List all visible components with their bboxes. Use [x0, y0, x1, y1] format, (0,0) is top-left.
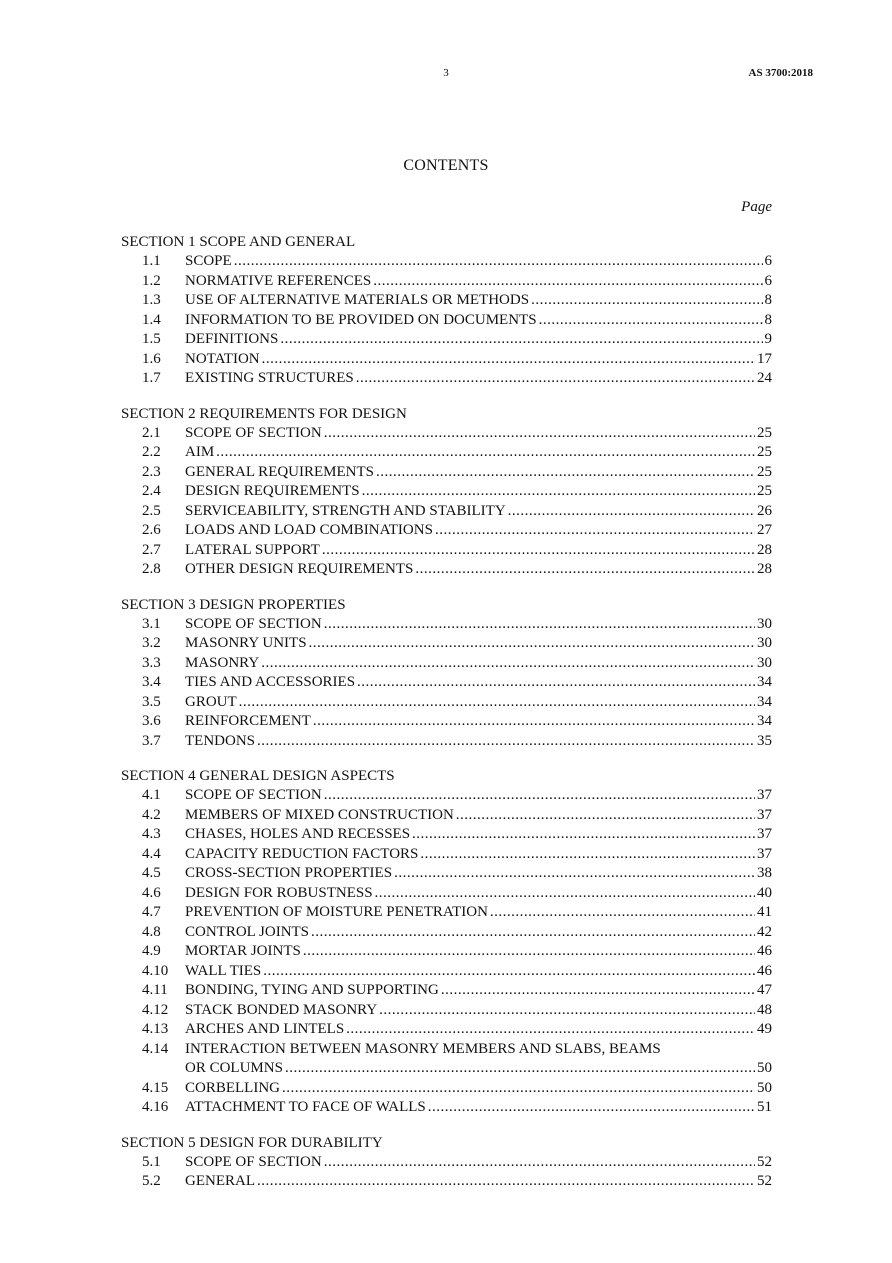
page-ref: 50 — [757, 1079, 772, 1096]
clause-number: 4.6 — [142, 884, 161, 901]
clause-number: 4.3 — [142, 826, 161, 842]
clause-number: 4.12 — [142, 1001, 169, 1018]
toc-entry[interactable] — [121, 521, 772, 541]
dot-leader — [313, 712, 755, 732]
dot-leader — [324, 615, 755, 635]
page-ref: 30 — [757, 635, 772, 651]
page-ref: 25 — [757, 444, 772, 460]
clause-number: 4.5 — [142, 865, 161, 881]
dot-leader — [309, 634, 755, 654]
clause-number: 3.3 — [142, 654, 161, 671]
toc-entry[interactable] — [121, 311, 772, 331]
dot-leader — [508, 502, 755, 522]
clause-number: 4.4 — [142, 845, 161, 862]
page-ref: 30 — [757, 654, 772, 671]
dot-leader — [376, 463, 755, 483]
toc-entry[interactable] — [121, 1001, 772, 1021]
page-ref: 17 — [757, 350, 772, 367]
toc-entry[interactable] — [121, 962, 772, 982]
clause-title: GROUT — [185, 693, 237, 710]
clause-title: AIM — [185, 444, 215, 460]
page-ref: 41 — [757, 904, 772, 920]
dot-leader — [216, 443, 755, 463]
page-ref: 28 — [757, 541, 772, 558]
clause-title: OTHER DESIGN REQUIREMENTS — [185, 561, 414, 577]
dot-leader — [239, 693, 755, 713]
clause-number: 1.2 — [142, 272, 161, 289]
toc-entry[interactable] — [121, 369, 772, 389]
clause-title: INFORMATION TO BE PROVIDED ON DOCUMENTS — [185, 311, 537, 328]
clause-number: 4.15 — [142, 1079, 169, 1096]
dot-leader — [420, 845, 755, 865]
dot-leader — [362, 482, 755, 502]
toc-entry[interactable] — [121, 541, 772, 561]
clause-number: 4.1 — [142, 787, 161, 803]
dot-leader — [257, 732, 755, 752]
toc-entry[interactable] — [121, 1098, 772, 1118]
clause-title: MASONRY — [185, 654, 260, 671]
clause-title: SCOPE — [185, 253, 232, 269]
clause-title: TENDONS — [185, 732, 255, 749]
page-ref: 24 — [757, 370, 772, 386]
page-ref: 50 — [757, 1060, 772, 1076]
toc-entry[interactable] — [121, 1020, 772, 1040]
clause-title: MASONRY UNITS — [185, 635, 307, 651]
clause-title: CAPACITY REDUCTION FACTORS — [185, 845, 419, 862]
dot-leader — [234, 252, 763, 272]
page-ref: 34 — [757, 674, 772, 690]
section-heading[interactable]: SECTION 1 SCOPE AND GENERAL — [121, 234, 356, 250]
dot-leader — [280, 330, 762, 350]
page-ref: 28 — [757, 561, 772, 577]
toc-entry[interactable] — [121, 443, 772, 463]
dot-leader — [356, 369, 755, 389]
clause-number: 4.10 — [142, 962, 169, 979]
toc-entry[interactable] — [121, 654, 772, 674]
clause-title: LOADS AND LOAD COMBINATIONS — [185, 522, 433, 538]
page-ref: 34 — [757, 713, 772, 729]
dot-leader — [415, 560, 755, 580]
clause-title: LATERAL SUPPORT — [185, 541, 320, 558]
toc-entry[interactable] — [121, 693, 772, 713]
dot-leader — [257, 1172, 755, 1192]
page-ref: 38 — [757, 865, 772, 881]
clause-title: DESIGN REQUIREMENTS — [185, 483, 360, 499]
page-ref: 35 — [757, 732, 772, 749]
clause-number: 3.2 — [142, 635, 161, 651]
clause-number: 4.9 — [142, 943, 161, 959]
section-heading[interactable]: SECTION 4 GENERAL DESIGN ASPECTS — [121, 768, 395, 784]
clause-title: SCOPE OF SECTION — [185, 424, 322, 441]
toc-entry[interactable] — [121, 1040, 772, 1079]
dot-leader — [531, 291, 762, 311]
standard-id: AS 3700:2018 — [748, 67, 813, 79]
page-ref: 46 — [757, 962, 772, 979]
clause-title: SCOPE OF SECTION — [185, 787, 322, 803]
clause-number: 2.8 — [142, 561, 161, 577]
dot-leader — [324, 424, 755, 444]
section-heading[interactable]: SECTION 3 DESIGN PROPERTIES — [121, 596, 346, 613]
toc-entry[interactable] — [121, 252, 772, 272]
clause-title: DEFINITIONS — [185, 331, 279, 347]
page-ref: 46 — [757, 943, 772, 959]
dot-leader — [357, 673, 755, 693]
clause-title: MORTAR JOINTS — [185, 943, 301, 959]
page-ref: 52 — [757, 1153, 772, 1170]
toc-entry[interactable] — [121, 786, 772, 806]
dot-leader — [375, 884, 755, 904]
page-ref: 42 — [757, 923, 772, 940]
clause-number: 4.11 — [142, 982, 168, 998]
toc-entry[interactable] — [121, 845, 772, 865]
toc-entry[interactable] — [121, 272, 772, 292]
page-ref: 37 — [757, 826, 772, 842]
toc-entry[interactable] — [121, 634, 772, 654]
page-ref: 37 — [757, 787, 772, 803]
page-ref: 6 — [764, 253, 772, 269]
clause-number: 5.1 — [142, 1153, 161, 1170]
toc-entry[interactable] — [121, 1153, 772, 1173]
clause-title: DESIGN FOR ROBUSTNESS — [185, 884, 373, 901]
dot-leader — [324, 1153, 755, 1173]
dot-leader — [303, 942, 755, 962]
clause-title-continued: OR COLUMNS — [185, 1060, 283, 1076]
clause-title: BONDING, TYING AND SUPPORTING — [185, 982, 439, 998]
clause-number: 3.4 — [142, 674, 161, 690]
clause-title: GENERAL — [185, 1173, 255, 1189]
clause-number: 1.5 — [142, 331, 161, 347]
page-ref: 37 — [757, 806, 772, 823]
clause-title: WALL TIES — [185, 962, 262, 979]
clause-title: REINFORCEMENT — [185, 713, 311, 729]
toc-entry[interactable] — [121, 291, 772, 311]
page-ref: 30 — [757, 615, 772, 632]
dot-leader — [539, 311, 763, 331]
clause-title: ARCHES AND LINTELS — [185, 1021, 345, 1037]
toc-section — [121, 232, 772, 389]
dot-leader — [428, 1098, 755, 1118]
toc-entry[interactable] — [121, 482, 772, 502]
dot-leader — [394, 864, 755, 884]
clause-title: CROSS-SECTION PROPERTIES — [185, 865, 393, 881]
clause-title: GENERAL REQUIREMENTS — [185, 463, 375, 480]
page-ref: 26 — [757, 502, 772, 519]
toc-entry[interactable] — [121, 712, 772, 732]
page-ref: 9 — [764, 331, 772, 347]
toc-entry[interactable] — [121, 463, 772, 483]
page-ref: 40 — [757, 884, 772, 901]
page-column-heading: Page — [741, 199, 772, 215]
dot-leader — [322, 541, 755, 561]
clause-title: INTERACTION BETWEEN MASONRY MEMBERS AND SLABS, BEAMS — [185, 1040, 661, 1057]
page-ref: 8 — [764, 292, 772, 308]
contents-title: CONTENTS — [403, 157, 489, 174]
toc-entry[interactable] — [121, 424, 772, 444]
clause-title: ATTACHMENT TO FACE OF WALLS — [185, 1099, 426, 1115]
clause-number: 4.8 — [142, 923, 161, 940]
section-heading[interactable]: SECTION 5 DESIGN FOR DURABILITY — [121, 1134, 383, 1151]
page-ref: 47 — [757, 982, 772, 998]
page-ref: 25 — [757, 483, 772, 499]
toc-section — [121, 766, 772, 1118]
toc-section — [121, 404, 772, 580]
clause-title: CORBELLING — [185, 1079, 280, 1096]
toc-entry[interactable] — [121, 330, 772, 350]
dot-leader — [282, 1079, 755, 1099]
toc-entry[interactable] — [121, 884, 772, 904]
section-heading[interactable]: SECTION 2 REQUIREMENTS FOR DESIGN — [121, 405, 407, 422]
toc-entry[interactable] — [121, 560, 772, 580]
clause-number: 4.14 — [142, 1040, 169, 1057]
clause-number: 4.13 — [142, 1021, 169, 1037]
clause-title: CHASES, HOLES AND RECESSES — [185, 826, 411, 842]
clause-title: NOTATION — [185, 350, 260, 367]
clause-title: MEMBERS OF MIXED CONSTRUCTION — [185, 806, 454, 823]
clause-number: 3.7 — [142, 732, 161, 749]
page-ref: 34 — [757, 693, 772, 710]
clause-number: 2.2 — [142, 444, 161, 460]
clause-number: 3.1 — [142, 615, 161, 632]
clause-title: SCOPE OF SECTION — [185, 1153, 322, 1170]
clause-number: 2.5 — [142, 502, 161, 519]
clause-title: CONTROL JOINTS — [185, 923, 310, 940]
toc-entry[interactable] — [121, 942, 772, 962]
clause-number: 2.3 — [142, 463, 161, 480]
clause-title: EXISTING STRUCTURES — [185, 370, 354, 386]
page-ref: 25 — [757, 463, 772, 480]
toc-entry[interactable] — [121, 673, 772, 693]
toc-entry[interactable] — [121, 864, 772, 884]
dot-leader — [412, 825, 755, 845]
clause-number: 1.7 — [142, 370, 161, 386]
dot-leader — [324, 786, 755, 806]
toc-entry[interactable] — [121, 923, 772, 943]
toc-entry[interactable] — [121, 1172, 772, 1192]
clause-title: TIES AND ACCESSORIES — [185, 674, 356, 690]
clause-number: 1.3 — [142, 292, 161, 308]
toc-entry[interactable] — [121, 502, 772, 522]
dot-leader — [456, 806, 755, 826]
clause-number: 3.6 — [142, 713, 161, 729]
dot-leader — [490, 903, 755, 923]
page-ref: 27 — [757, 522, 772, 538]
toc-entry[interactable] — [121, 981, 772, 1001]
page-ref: 52 — [757, 1173, 772, 1189]
clause-number: 5.2 — [142, 1173, 161, 1189]
dot-leader — [373, 272, 762, 292]
toc-entry[interactable] — [121, 350, 772, 370]
clause-title: SERVICEABILITY, STRENGTH AND STABILITY — [185, 502, 506, 519]
clause-number: 3.5 — [142, 693, 161, 710]
clause-title: USE OF ALTERNATIVE MATERIALS OR METHODS — [185, 292, 530, 308]
page-ref: 48 — [757, 1001, 772, 1018]
toc-entry[interactable] — [121, 732, 772, 752]
page-ref: 37 — [757, 845, 772, 862]
page-ref: 8 — [764, 311, 772, 328]
clause-title: NORMATIVE REFERENCES — [185, 272, 372, 289]
toc-entry[interactable] — [121, 825, 772, 845]
clause-title: STACK BONDED MASONRY — [185, 1001, 378, 1018]
clause-number: 4.2 — [142, 806, 161, 823]
toc-entry[interactable] — [121, 615, 772, 635]
clause-number: 2.6 — [142, 522, 161, 538]
clause-title: SCOPE OF SECTION — [185, 615, 322, 632]
dot-leader — [379, 1001, 755, 1021]
dot-leader — [262, 350, 755, 370]
dot-leader — [441, 981, 755, 1001]
dot-leader — [263, 962, 755, 982]
clause-number: 2.1 — [142, 424, 161, 441]
clause-number: 4.16 — [142, 1099, 169, 1115]
clause-number: 1.6 — [142, 350, 161, 367]
clause-number: 4.7 — [142, 904, 161, 920]
dot-leader — [285, 1059, 755, 1079]
clause-number: 2.4 — [142, 483, 161, 499]
page-ref: 49 — [757, 1021, 772, 1037]
dot-leader — [311, 923, 755, 943]
toc-entry[interactable] — [121, 806, 772, 826]
toc-section — [121, 1133, 772, 1192]
page-ref: 25 — [757, 424, 772, 441]
clause-title: PREVENTION OF MOISTURE PENETRATION — [185, 904, 488, 920]
dot-leader — [435, 521, 755, 541]
dot-leader — [261, 654, 755, 674]
clause-number: 2.7 — [142, 541, 161, 558]
toc-entry[interactable] — [121, 903, 772, 923]
dot-leader — [346, 1020, 755, 1040]
page-ref: 6 — [764, 272, 772, 289]
toc-section — [121, 595, 772, 752]
clause-number: 1.1 — [142, 253, 161, 269]
toc-entry[interactable] — [121, 1079, 772, 1099]
page-ref: 51 — [757, 1099, 772, 1115]
page-number: 3 — [443, 67, 449, 79]
table-of-contents — [121, 232, 772, 1207]
clause-number: 1.4 — [142, 311, 161, 328]
